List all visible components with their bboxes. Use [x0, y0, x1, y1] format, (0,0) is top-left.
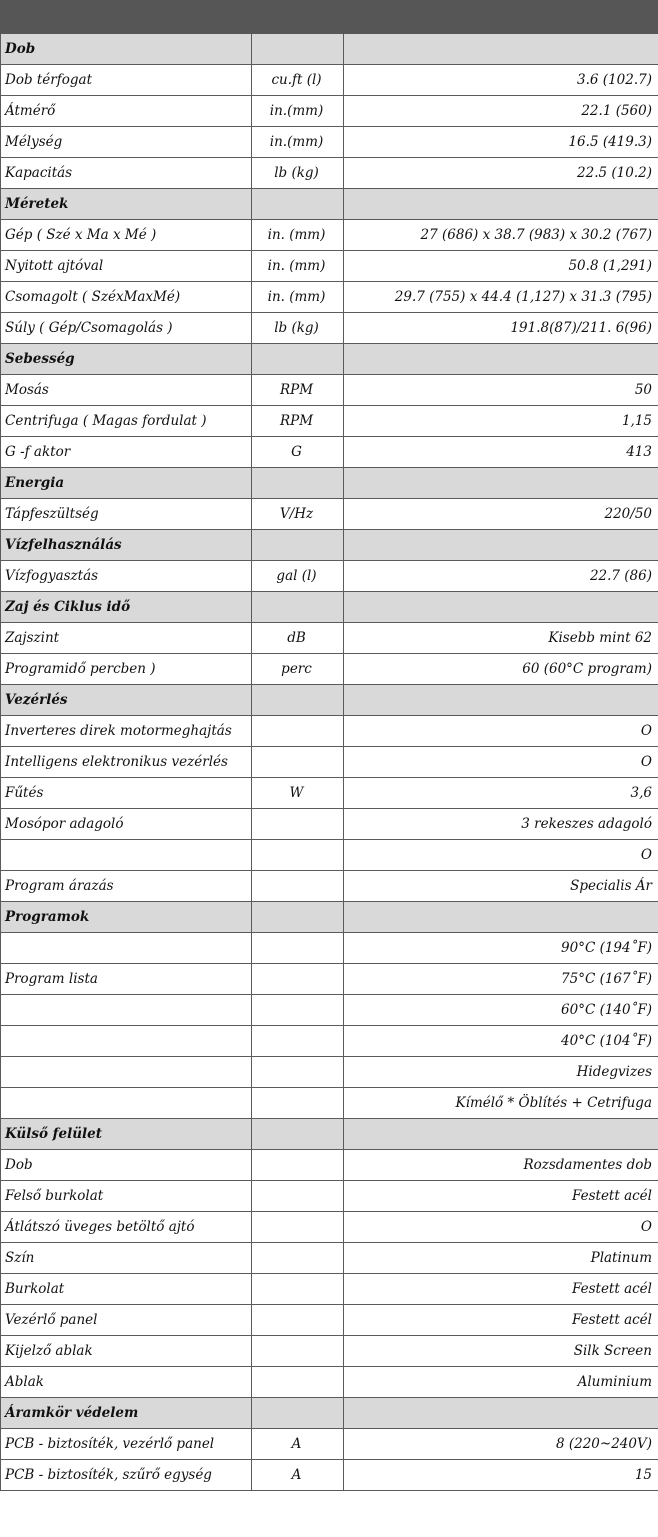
- section-header-row: [1, 189, 658, 220]
- table-row: [1, 1460, 658, 1491]
- spec-unit: [252, 1336, 344, 1367]
- spec-value: 3,6: [344, 778, 658, 809]
- spec-unit: [252, 871, 344, 902]
- section-value-cell: [344, 468, 658, 499]
- spec-label: [1, 995, 252, 1026]
- spec-value: 60 (60°C program): [344, 654, 658, 685]
- spec-unit: A: [252, 1460, 344, 1491]
- table-row: [1, 1150, 658, 1181]
- section-label: Méretek: [1, 189, 252, 220]
- spec-value: Silk Screen: [344, 1336, 658, 1367]
- section-unit-cell: [252, 1119, 344, 1150]
- table-row: [1, 65, 658, 96]
- table-row: [1, 623, 658, 654]
- spec-unit: [252, 809, 344, 840]
- table-row: [1, 1088, 658, 1119]
- spec-unit: in. (mm): [252, 220, 344, 251]
- section-header-row: [1, 1398, 658, 1429]
- spec-label: Burkolat: [1, 1274, 252, 1305]
- spec-label: Centrifuga ( Magas fordulat ): [1, 406, 252, 437]
- spec-label: PCB - biztosíték, szűrő egység: [1, 1460, 252, 1491]
- spec-value: 27 (686) x 38.7 (983) x 30.2 (767): [344, 220, 658, 251]
- table-row: [1, 809, 658, 840]
- spec-label: G -f aktor: [1, 437, 252, 468]
- table-row: [1, 282, 658, 313]
- spec-value: 60°C (140˚F): [344, 995, 658, 1026]
- spec-unit: V/Hz: [252, 499, 344, 530]
- section-unit-cell: [252, 189, 344, 220]
- spec-value: 15: [344, 1460, 658, 1491]
- spec-unit: A: [252, 1429, 344, 1460]
- table-row: [1, 1274, 658, 1305]
- spec-label: Program árazás: [1, 871, 252, 902]
- spec-unit: [252, 1057, 344, 1088]
- spec-label: Fűtés: [1, 778, 252, 809]
- section-label: Programok: [1, 902, 252, 933]
- spec-value: Platinum: [344, 1243, 658, 1274]
- table-row: [1, 158, 658, 189]
- spec-unit: dB: [252, 623, 344, 654]
- section-value-cell: [344, 344, 658, 375]
- spec-label: Átmérő: [1, 96, 252, 127]
- section-header-row: [1, 685, 658, 716]
- section-value-cell: [344, 1119, 658, 1150]
- spec-unit: gal (l): [252, 561, 344, 592]
- spec-label: Dob térfogat: [1, 65, 252, 96]
- spec-value: Rozsdamentes dob: [344, 1150, 658, 1181]
- spec-label: Programidő percben ): [1, 654, 252, 685]
- table-row: [1, 96, 658, 127]
- section-unit-cell: [252, 592, 344, 623]
- spec-value: 40°C (104˚F): [344, 1026, 658, 1057]
- spec-value: 1,15: [344, 406, 658, 437]
- spec-value: Kisebb mint 62: [344, 623, 658, 654]
- spec-value: 22.5 (10.2): [344, 158, 658, 189]
- spec-value: 75°C (167˚F): [344, 964, 658, 995]
- spec-unit: in. (mm): [252, 282, 344, 313]
- spec-label: Vízfogyasztás: [1, 561, 252, 592]
- table-row: [1, 995, 658, 1026]
- section-header-row: [1, 468, 658, 499]
- section-header-row: [1, 530, 658, 561]
- spec-unit: in. (mm): [252, 251, 344, 282]
- table-row: [1, 933, 658, 964]
- section-unit-cell: [252, 902, 344, 933]
- spec-unit: [252, 1026, 344, 1057]
- spec-value: Aluminium: [344, 1367, 658, 1398]
- spec-value: Festett acél: [344, 1181, 658, 1212]
- spec-unit: [252, 933, 344, 964]
- spec-unit: cu.ft (l): [252, 65, 344, 96]
- spec-label: [1, 1057, 252, 1088]
- spec-unit: [252, 1305, 344, 1336]
- spec-value: 3.6 (102.7): [344, 65, 658, 96]
- spec-unit: [252, 1181, 344, 1212]
- spec-unit: [252, 1150, 344, 1181]
- table-row: [1, 437, 658, 468]
- spec-label: Zajszint: [1, 623, 252, 654]
- section-label: Sebesség: [1, 344, 252, 375]
- spec-value: Specialis Ár: [344, 871, 658, 902]
- table-row: [1, 1305, 658, 1336]
- section-label: Külső felület: [1, 1119, 252, 1150]
- spec-unit: [252, 1274, 344, 1305]
- spec-label: Súly ( Gép/Csomagolás ): [1, 313, 252, 344]
- section-unit-cell: [252, 530, 344, 561]
- table-row: [1, 313, 658, 344]
- table-row: [1, 654, 658, 685]
- spec-value: Festett acél: [344, 1274, 658, 1305]
- spec-label: PCB - biztosíték, vezérlő panel: [1, 1429, 252, 1460]
- section-label: Energia: [1, 468, 252, 499]
- spec-unit: lb (kg): [252, 158, 344, 189]
- spec-value: 8 (220~240V): [344, 1429, 658, 1460]
- spec-unit: [252, 747, 344, 778]
- spec-unit: in.(mm): [252, 96, 344, 127]
- spec-label: Program lista: [1, 964, 252, 995]
- spec-label: Csomagolt ( SzéxMaxMé): [1, 282, 252, 313]
- table-row: [1, 778, 658, 809]
- spec-label: Intelligens elektronikus vezérlés: [1, 747, 252, 778]
- spec-unit: [252, 1367, 344, 1398]
- spec-value: 29.7 (755) x 44.4 (1,127) x 31.3 (795): [344, 282, 658, 313]
- table-row: [1, 1057, 658, 1088]
- spec-unit: [252, 1088, 344, 1119]
- table-row: [1, 747, 658, 778]
- spec-label: Mélység: [1, 127, 252, 158]
- spec-label: Felső burkolat: [1, 1181, 252, 1212]
- spec-label: Ablak: [1, 1367, 252, 1398]
- spec-unit: [252, 716, 344, 747]
- section-header-row: [1, 344, 658, 375]
- table-row: [1, 1429, 658, 1460]
- spec-value: 22.7 (86): [344, 561, 658, 592]
- spec-value: 220/50: [344, 499, 658, 530]
- spec-value: O: [344, 747, 658, 778]
- spec-label: Inverteres direk motormeghajtás: [1, 716, 252, 747]
- section-value-cell: [344, 902, 658, 933]
- spec-unit: G: [252, 437, 344, 468]
- table-row: [1, 871, 658, 902]
- table-row: [1, 406, 658, 437]
- spec-value: O: [344, 1212, 658, 1243]
- spec-value: O: [344, 716, 658, 747]
- spec-value: Hidegvizes: [344, 1057, 658, 1088]
- section-label: Vízfelhasználás: [1, 530, 252, 561]
- table-row: [1, 1026, 658, 1057]
- spec-label: [1, 1088, 252, 1119]
- table-row: [1, 1181, 658, 1212]
- section-unit-cell: [252, 468, 344, 499]
- spec-label: [1, 933, 252, 964]
- spec-unit: in.(mm): [252, 127, 344, 158]
- spec-value: 22.1 (560): [344, 96, 658, 127]
- spec-unit: RPM: [252, 375, 344, 406]
- spec-unit: perc: [252, 654, 344, 685]
- table-row: [1, 375, 658, 406]
- table-row: [1, 840, 658, 871]
- table-row: [1, 220, 658, 251]
- spec-unit: [252, 1243, 344, 1274]
- spec-label: Gép ( Szé x Ma x Mé ): [1, 220, 252, 251]
- spec-value: 90°C (194˚F): [344, 933, 658, 964]
- spec-label: Kijelző ablak: [1, 1336, 252, 1367]
- spec-value: O: [344, 840, 658, 871]
- section-unit-cell: [252, 34, 344, 65]
- spec-unit: [252, 964, 344, 995]
- table-row: [1, 127, 658, 158]
- table-row: [1, 499, 658, 530]
- section-value-cell: [344, 530, 658, 561]
- section-value-cell: [344, 1398, 658, 1429]
- table-row: [1, 1243, 658, 1274]
- section-label: Zaj és Ciklus idő: [1, 592, 252, 623]
- spec-label: Mosópor adagoló: [1, 809, 252, 840]
- table-row: [1, 1212, 658, 1243]
- table-row: [1, 251, 658, 282]
- spec-label: Nyitott ajtóval: [1, 251, 252, 282]
- spec-label: Vezérlő panel: [1, 1305, 252, 1336]
- section-unit-cell: [252, 1398, 344, 1429]
- section-value-cell: [344, 685, 658, 716]
- spec-unit: [252, 840, 344, 871]
- spec-value: 191.8(87)/211. 6(96): [344, 313, 658, 344]
- spec-unit: RPM: [252, 406, 344, 437]
- spec-label: [1, 840, 252, 871]
- spec-value: Kímélő * Öblítés + Cetrifuga: [344, 1088, 658, 1119]
- spec-label: Tápfeszültség: [1, 499, 252, 530]
- section-value-cell: [344, 592, 658, 623]
- spec-label: Dob: [1, 1150, 252, 1181]
- spec-value: 50.8 (1,291): [344, 251, 658, 282]
- spec-value: 50: [344, 375, 658, 406]
- spec-unit: [252, 1212, 344, 1243]
- spec-value: Festett acél: [344, 1305, 658, 1336]
- section-header-row: [1, 34, 658, 65]
- table-row: [1, 1336, 658, 1367]
- table-row: [1, 964, 658, 995]
- spec-value: 413: [344, 437, 658, 468]
- spec-unit: [252, 995, 344, 1026]
- section-label: Dob: [1, 34, 252, 65]
- spec-unit: lb (kg): [252, 313, 344, 344]
- table-row: [1, 1367, 658, 1398]
- section-header-row: [1, 592, 658, 623]
- spec-value: 3 rekeszes adagoló: [344, 809, 658, 840]
- section-label: Áramkör védelem: [1, 1398, 252, 1429]
- spec-label: Szín: [1, 1243, 252, 1274]
- table-row: [1, 561, 658, 592]
- section-unit-cell: [252, 685, 344, 716]
- spec-label: Átlátszó üveges betöltő ajtó: [1, 1212, 252, 1243]
- section-label: Vezérlés: [1, 685, 252, 716]
- spec-unit: W: [252, 778, 344, 809]
- spec-value: 16.5 (419.3): [344, 127, 658, 158]
- section-value-cell: [344, 189, 658, 220]
- table-row: [1, 716, 658, 747]
- section-header-row: [1, 1119, 658, 1150]
- spec-label: Kapacitás: [1, 158, 252, 189]
- section-unit-cell: [252, 344, 344, 375]
- spec-label: [1, 1026, 252, 1057]
- spec-label: Mosás: [1, 375, 252, 406]
- section-header-row: [1, 902, 658, 933]
- table-header-bar: [1, 1, 658, 34]
- section-value-cell: [344, 34, 658, 65]
